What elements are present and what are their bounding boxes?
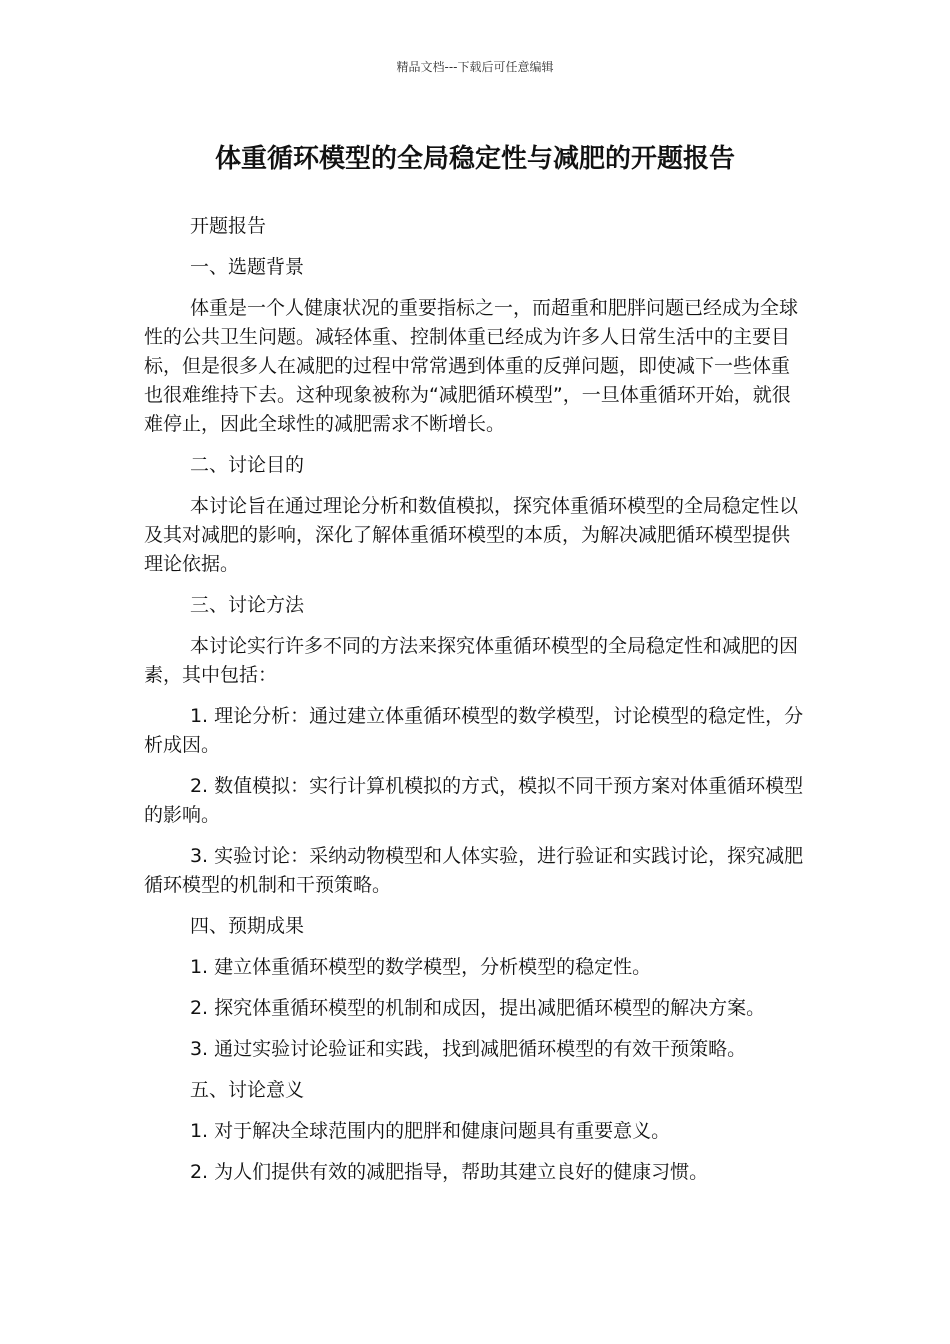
- list-item-method-2: 2. 数值模拟：实行计算机模拟的方式，模拟不同干预方案对体重循环模型的影响。: [144, 775, 804, 826]
- paragraph-purpose: 本讨论旨在通过理论分析和数值模拟，探究体重循环模型的全局稳定性以及其对减肥的影响，深化了解体重循环模型的本质，为解决减肥循环模型提供理论依据。: [144, 495, 798, 575]
- section-heading-methods: 三、讨论方法: [189, 594, 304, 616]
- section-heading-purpose: 二、讨论目的: [189, 454, 304, 476]
- paragraph-background: 体重是一个人健康状况的重要指标之一，而超重和肥胖问题已经成为全球性的公共卫生问题。减轻体重、控制体重已经成为许多人日常生活中的主要目标，但是很多人在减肥的过程中常常遇到体重的反弹问题，即使减下一些体重也很难维持下去。这种现象被称为“减肥循环模型”，一旦体重循环开始，就很难停止，因此全球性的减肥需求不断增长。: [144, 297, 798, 435]
- list-item-outcome-2: 2. 探究体重循环模型的机制和成因，提出减肥循环模型的解决方案。: [189, 997, 766, 1019]
- list-item-significance-1: 1. 对于解决全球范围内的肥胖和健康问题具有重要意义。: [189, 1120, 671, 1142]
- page-header-note: 精品文档---下载后可任意编辑: [396, 60, 554, 74]
- list-item-significance-2: 2. 为人们提供有效的减肥指导，帮助其建立良好的健康习惯。: [189, 1161, 709, 1183]
- section-heading-significance: 五、讨论意义: [189, 1079, 304, 1101]
- document-title: 体重循环模型的全局稳定性与减肥的开题报告: [214, 144, 735, 174]
- list-item-outcome-1: 1. 建立体重循环模型的数学模型，分析模型的稳定性。: [189, 956, 652, 978]
- paragraph-methods-intro: 本讨论实行许多不同的方法来探究体重循环模型的全局稳定性和减肥的因素，其中包括：: [144, 635, 798, 686]
- list-item-outcome-3: 3. 通过实验讨论验证和实践，找到减肥循环模型的有效干预策略。: [189, 1038, 747, 1060]
- list-item-method-1: 1. 理论分析：通过建立体重循环模型的数学模型，讨论模型的稳定性，分析成因。: [144, 705, 804, 756]
- section-heading-outcomes: 四、预期成果: [189, 915, 304, 937]
- section-heading-background: 一、选题背景: [189, 256, 304, 278]
- document-body: [144, 212, 806, 1199]
- list-item-method-3: 3. 实验讨论：采纳动物模型和人体实验，进行验证和实践讨论，探究减肥循环模型的机制和干预策略。: [144, 845, 804, 896]
- report-label: 开题报告: [189, 215, 266, 237]
